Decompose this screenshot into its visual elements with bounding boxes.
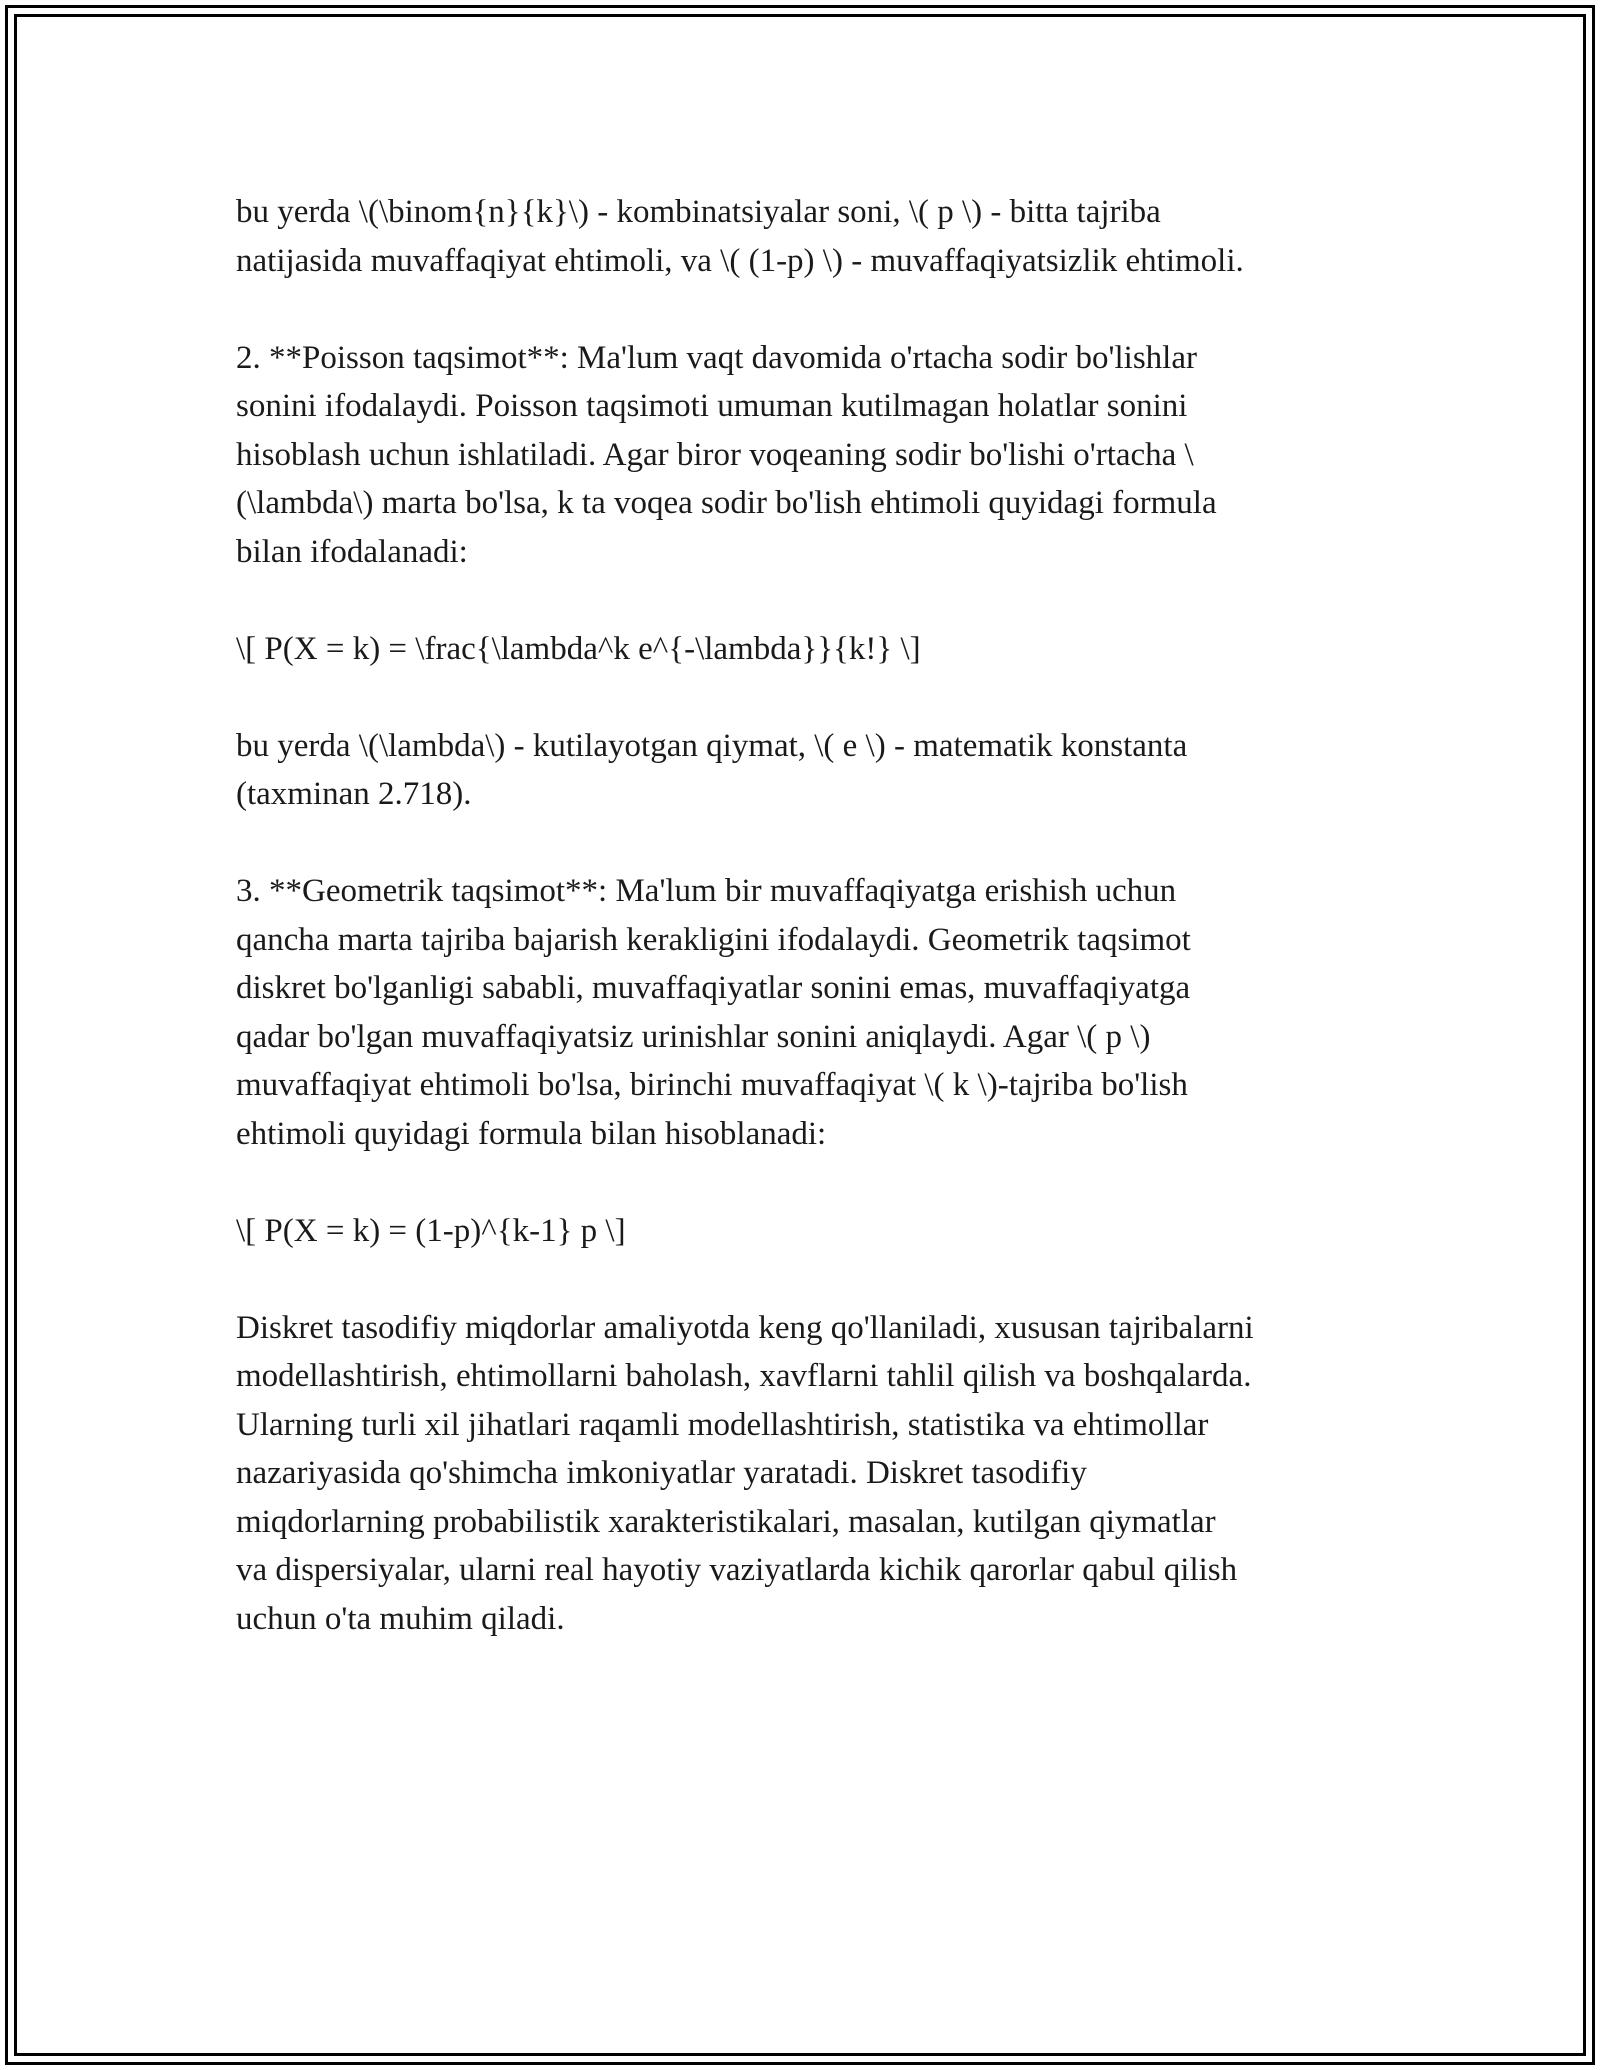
text-line: 2. **Poisson taqsimot**: Ma'lum vaqt davomida o'rtacha sodir bo'lishlar bbox=[236, 339, 1197, 376]
text-line: modellashtirish, ehtimollarni baholash, xavflarni tahlil qilish va boshqalarda. bbox=[236, 1358, 1252, 1394]
text-line: bu yerda \(\binom{n}{k}\) - kombinatsiyalar soni, \( p \) - bitta tajriba bbox=[236, 194, 1161, 230]
text-line: 3. **Geometrik taqsimot**: Ma'lum bir muvaffaqiyatga erishish uchun bbox=[236, 873, 1177, 909]
document-body bbox=[236, 188, 1396, 1692]
text-line: sonini ifodalaydi. Poisson taqsimoti umuman kutilmagan holatlar sonini bbox=[236, 388, 1188, 424]
text-line: nazariyasida qo'shimcha imkoniyatlar yaratadi. Diskret tasodifiy bbox=[236, 1455, 1087, 1491]
text-line: bu yerda \(\lambda\) - kutilayotgan qiymat, \( e \) - matematik konstanta bbox=[236, 727, 1188, 764]
text-line: (\lambda\) marta bo'lsa, k ta voqea sodir bo'lish ehtimoli quyidagi formula bbox=[236, 485, 1217, 521]
text-line: bilan ifodalanadi: bbox=[236, 533, 468, 570]
poisson-explanation bbox=[236, 722, 1396, 819]
text-line: miqdorlarning probabilistik xarakteristikalari, masalan, kutilgan qiymatlar bbox=[236, 1503, 1216, 1540]
poisson-formula bbox=[236, 625, 1396, 674]
formula-line: \[ P(X = k) = (1-p)^{k-1} p \] bbox=[236, 1212, 626, 1249]
conclusion-paragraph bbox=[236, 1304, 1396, 1644]
text-line: muvaffaqiyat ehtimoli bo'lsa, birinchi muvaffaqiyat \( k \)-tajriba bo'lish bbox=[236, 1067, 1188, 1103]
text-line: qadar bo'lgan muvaffaqiyatsiz urinishlar sonini aniqlaydi. Agar \( p \) bbox=[236, 1018, 1151, 1055]
text-line: Diskret tasodifiy miqdorlar amaliyotda keng qo'llaniladi, xususan tajribalarni bbox=[236, 1309, 1254, 1346]
text-line: diskret bo'lganligi sababli, muvaffaqiyatlar sonini emas, muvaffaqiyatga bbox=[236, 970, 1191, 1006]
geometric-paragraph bbox=[236, 867, 1396, 1158]
text-line: ehtimoli quyidagi formula bilan hisoblanadi: bbox=[236, 1115, 827, 1152]
text-line: Ularning turli xil jihatlari raqamli modellashtirish, statistika va ehtimollar bbox=[236, 1406, 1209, 1443]
text-line: natijasida muvaffaqiyat ehtimoli, va \( (1-p) \) - muvaffaqiyatsizlik ehtimoli. bbox=[236, 242, 1244, 279]
text-line: va dispersiyalar, ularni real hayotiy vaziyatlarda kichik qarorlar qabul qilish bbox=[236, 1552, 1238, 1588]
text-line: qancha marta tajriba bajarish kerakligini ifodalaydi. Geometrik taqsimot bbox=[236, 921, 1191, 958]
binomial-explanation bbox=[236, 188, 1396, 285]
geometric-formula bbox=[236, 1207, 1396, 1256]
text-line: hisoblash uchun ishlatiladi. Agar biror voqeaning sodir bo'lishi o'rtacha \ bbox=[236, 436, 1194, 473]
text-line: (taxminan 2.718). bbox=[236, 776, 472, 812]
poisson-paragraph bbox=[236, 334, 1396, 577]
formula-line: \[ P(X = k) = \frac{\lambda^k e^{-\lambda}}{k!} \] bbox=[236, 630, 921, 667]
text-line: uchun o'ta muhim qiladi. bbox=[236, 1600, 565, 1637]
